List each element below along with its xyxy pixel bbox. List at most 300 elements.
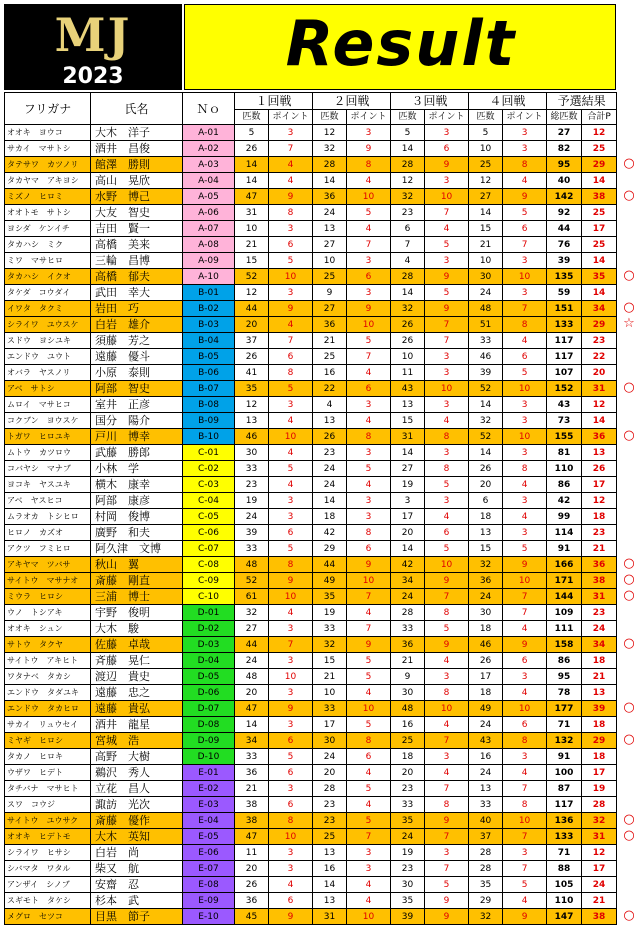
cell-points: 5 [269,253,313,269]
cell-name: 廣野 和夫 [91,525,183,541]
cell-name: 鵜沢 秀人 [91,765,183,781]
cell-games: 41 [235,365,269,381]
cell-no: A-03 [183,157,235,173]
cell-points: 8 [503,317,547,333]
cell-no: B-08 [183,397,235,413]
cell-no: E-07 [183,861,235,877]
cell-games: 14 [391,285,425,301]
cell-games: 24 [313,477,347,493]
table-row [5,141,617,157]
cell-points: 10 [425,189,469,205]
cell-total-games: 95 [547,157,582,173]
col-no: Ｎｏ [183,93,235,125]
cell-games: 23 [391,861,425,877]
cell-points: 5 [425,237,469,253]
table-row [5,205,617,221]
star-mark: ☆ [623,316,635,331]
cell-games: 29 [313,541,347,557]
cell-kana: スギモト タケシ [5,893,91,909]
cell-games: 13 [313,845,347,861]
cell-games: 47 [235,829,269,845]
cell-kana: トガワ ヒロユキ [5,429,91,445]
cell-name: 戸川 博幸 [91,429,183,445]
cell-total-points: 32 [582,813,617,829]
cell-points: 3 [269,861,313,877]
cell-points: 7 [503,861,547,877]
cell-points: 3 [269,717,313,733]
cell-games: 17 [469,669,503,685]
cell-points: 5 [425,621,469,637]
cell-kana: タカハシ イクオ [5,269,91,285]
cell-points: 5 [269,461,313,477]
cell-total-points: 23 [582,605,617,621]
cell-games: 51 [469,317,503,333]
cell-points: 5 [269,381,313,397]
cell-name: 岩田 巧 [91,301,183,317]
cell-total-games: 39 [547,253,582,269]
cell-kana: タテサワ カツノリ [5,157,91,173]
cell-games: 49 [469,701,503,717]
cell-name: 遠藤 優斗 [91,349,183,365]
cell-total-points: 39 [582,701,617,717]
cell-games: 32 [313,141,347,157]
cell-kana: ムラオカ トシヒロ [5,509,91,525]
cell-total-games: 87 [547,781,582,797]
cell-points: 5 [269,749,313,765]
cell-kana: イワタ タクミ [5,301,91,317]
cell-name: 大木 洋子 [91,125,183,141]
cell-points: 9 [425,301,469,317]
cell-total-games: 132 [547,733,582,749]
cell-no: E-10 [183,909,235,925]
cell-games: 5 [391,125,425,141]
cell-games: 34 [391,573,425,589]
cell-points: 7 [503,829,547,845]
cell-no: C-08 [183,557,235,573]
cell-total-games: 86 [547,653,582,669]
cell-total-games: 73 [547,413,582,429]
cell-games: 6 [391,221,425,237]
cell-no: D-10 [183,749,235,765]
cell-games: 24 [469,765,503,781]
cell-games: 52 [235,269,269,285]
cell-total-points: 12 [582,397,617,413]
cell-points: 3 [347,125,391,141]
cell-games: 3 [391,493,425,509]
col-round3: ３回戦 [391,93,469,110]
cell-total-points: 25 [582,237,617,253]
cell-games: 5 [235,125,269,141]
cell-name: 大木 駿 [91,621,183,637]
cell-games: 10 [313,685,347,701]
cell-points: 7 [425,589,469,605]
cell-points: 3 [425,365,469,381]
cell-no: B-07 [183,381,235,397]
table-row [5,749,617,765]
cell-points: 7 [503,237,547,253]
table-row [5,813,617,829]
cell-games: 10 [469,141,503,157]
cell-games: 46 [469,349,503,365]
cell-games: 45 [235,909,269,925]
cell-points: 4 [269,605,313,621]
cell-games: 24 [235,509,269,525]
cell-games: 30 [391,685,425,701]
cell-name: 渡辺 貴史 [91,669,183,685]
circle-mark: ○ [623,300,635,315]
cell-no: B-10 [183,429,235,445]
cell-kana: コバヤシ マナブ [5,461,91,477]
cell-kana: エンドウ タカヒロ [5,701,91,717]
cell-points: 4 [269,317,313,333]
cell-games: 29 [469,893,503,909]
cell-points: 3 [503,845,547,861]
cell-points: 5 [503,877,547,893]
cell-games: 28 [391,269,425,285]
cell-games: 23 [391,205,425,221]
cell-points: 4 [269,413,313,429]
cell-no: E-03 [183,797,235,813]
cell-games: 39 [469,365,503,381]
cell-games: 32 [469,413,503,429]
cell-games: 26 [235,877,269,893]
cell-games: 46 [469,637,503,653]
cell-games: 36 [391,637,425,653]
cell-points: 4 [425,413,469,429]
cell-name: 白岩 雄介 [91,317,183,333]
cell-points: 10 [503,573,547,589]
table-row [5,125,617,141]
cell-points: 9 [503,909,547,925]
cell-no: B-02 [183,301,235,317]
cell-name: 国分 陽介 [91,413,183,429]
cell-games: 4 [391,253,425,269]
table-row [5,413,617,429]
cell-games: 26 [235,141,269,157]
cell-points: 8 [503,733,547,749]
cell-no: A-09 [183,253,235,269]
cell-games: 28 [313,781,347,797]
cell-no: C-03 [183,477,235,493]
cell-points: 3 [269,621,313,637]
cell-points: 6 [425,525,469,541]
cell-total-games: 99 [547,509,582,525]
cell-games: 18 [469,685,503,701]
cell-total-games: 133 [547,829,582,845]
circle-mark: ○ [623,556,635,571]
cell-points: 4 [503,621,547,637]
cell-total-points: 29 [582,733,617,749]
cell-games: 10 [469,253,503,269]
cell-games: 13 [391,397,425,413]
cell-points: 7 [503,781,547,797]
cell-total-games: 111 [547,621,582,637]
cell-games: 10 [313,253,347,269]
cell-total-games: 151 [547,301,582,317]
cell-points: 3 [503,125,547,141]
cell-games: 30 [313,733,347,749]
cell-games: 13 [235,413,269,429]
cell-games: 35 [391,813,425,829]
cell-points: 10 [425,701,469,717]
cell-total-points: 18 [582,749,617,765]
cell-no: C-01 [183,445,235,461]
cell-name: 吉田 賢一 [91,221,183,237]
col-points: ポイント [269,110,313,125]
cell-points: 4 [347,221,391,237]
cell-games: 38 [235,813,269,829]
col-games: 匹数 [469,110,503,125]
table-row [5,669,617,685]
cell-games: 30 [469,269,503,285]
cell-points: 8 [503,797,547,813]
cell-games: 25 [469,157,503,173]
cell-games: 42 [391,557,425,573]
cell-points: 10 [503,429,547,445]
cell-points: 8 [347,429,391,445]
cell-total-points: 14 [582,173,617,189]
cell-games: 47 [235,189,269,205]
cell-points: 5 [347,813,391,829]
cell-games: 52 [469,381,503,397]
cell-total-points: 23 [582,525,617,541]
cell-games: 27 [313,301,347,317]
cell-points: 9 [269,301,313,317]
table-row [5,381,617,397]
cell-games: 6 [469,493,503,509]
circle-mark: ○ [623,572,635,587]
cell-total-points: 20 [582,365,617,381]
cell-name: 宮城 浩 [91,733,183,749]
cell-points: 3 [269,285,313,301]
cell-points: 3 [347,845,391,861]
cell-total-points: 28 [582,797,617,813]
col-points: ポイント [347,110,391,125]
cell-games: 37 [235,333,269,349]
cell-games: 48 [235,557,269,573]
cell-points: 5 [425,541,469,557]
cell-points: 7 [425,333,469,349]
table-row [5,717,617,733]
cell-games: 25 [313,349,347,365]
cell-points: 10 [503,701,547,717]
cell-games: 23 [235,477,269,493]
cell-games: 47 [235,701,269,717]
cell-points: 6 [347,269,391,285]
cell-games: 24 [313,749,347,765]
cell-kana: タカノ ヒロキ [5,749,91,765]
cell-kana: タチバナ マサヒト [5,781,91,797]
circle-mark: ○ [623,732,635,747]
cell-kana: ミヤギ ヒロシ [5,733,91,749]
cell-kana: オオキ ヨウコ [5,125,91,141]
cell-games: 24 [313,205,347,221]
table-row [5,541,617,557]
cell-total-games: 135 [547,269,582,285]
table-row [5,589,617,605]
cell-total-games: 86 [547,477,582,493]
cell-games: 20 [235,317,269,333]
cell-total-games: 40 [547,173,582,189]
cell-name: 宇野 俊明 [91,605,183,621]
cell-kana: ミズノ ヒロミ [5,189,91,205]
cell-points: 3 [503,285,547,301]
cell-points: 3 [425,253,469,269]
cell-no: B-01 [183,285,235,301]
cell-name: 立花 昌人 [91,781,183,797]
col-kana: フリガナ [5,93,91,125]
cell-points: 5 [503,365,547,381]
cell-kana: スドウ ヨシユキ [5,333,91,349]
cell-games: 38 [235,797,269,813]
cell-games: 12 [391,173,425,189]
cell-kana: ムトウ カツロウ [5,445,91,461]
cell-games: 33 [391,621,425,637]
cell-games: 16 [313,365,347,381]
cell-name: 高野 大樹 [91,749,183,765]
cell-kana: ウノ トシアキ [5,605,91,621]
cell-games: 36 [313,317,347,333]
cell-points: 5 [269,541,313,557]
cell-games: 15 [313,653,347,669]
table-row [5,893,617,909]
cell-kana: シライワ ヒサシ [5,845,91,861]
cell-games: 26 [391,317,425,333]
cell-points: 9 [425,909,469,925]
cell-no: A-04 [183,173,235,189]
cell-games: 14 [313,877,347,893]
cell-games: 27 [313,237,347,253]
cell-total-games: 136 [547,813,582,829]
cell-points: 9 [269,573,313,589]
cell-games: 15 [391,413,425,429]
cell-no: D-07 [183,701,235,717]
cell-points: 4 [503,477,547,493]
cell-total-points: 31 [582,381,617,397]
cell-points: 7 [425,829,469,845]
cell-total-games: 110 [547,461,582,477]
cell-games: 11 [235,845,269,861]
cell-games: 20 [469,477,503,493]
cell-games: 35 [391,893,425,909]
cell-points: 7 [425,733,469,749]
cell-games: 46 [235,429,269,445]
cell-points: 3 [425,125,469,141]
cell-total-points: 26 [582,461,617,477]
cell-name: 佐藤 卓哉 [91,637,183,653]
cell-points: 5 [347,781,391,797]
logo [4,4,182,90]
cell-games: 20 [235,861,269,877]
cell-name: 室井 正彦 [91,397,183,413]
cell-points: 6 [347,749,391,765]
cell-total-points: 25 [582,141,617,157]
cell-total-points: 19 [582,781,617,797]
table-row [5,829,617,845]
cell-kana: ヨシダ ケンイチ [5,221,91,237]
cell-no: A-10 [183,269,235,285]
cell-total-points: 24 [582,621,617,637]
cell-games: 28 [313,157,347,173]
cell-total-points: 17 [582,765,617,781]
cell-games: 12 [469,173,503,189]
cell-games: 33 [469,797,503,813]
cell-games: 32 [391,301,425,317]
cell-games: 14 [313,173,347,189]
table-row [5,237,617,253]
cell-total-games: 44 [547,221,582,237]
cell-games: 32 [235,605,269,621]
cell-games: 31 [391,429,425,445]
cell-games: 21 [235,781,269,797]
cell-name: 斎藤 剛直 [91,573,183,589]
cell-total-games: 110 [547,893,582,909]
cell-games: 13 [313,221,347,237]
cell-total-points: 35 [582,269,617,285]
cell-games: 24 [391,829,425,845]
cell-total-points: 36 [582,429,617,445]
cell-games: 26 [235,349,269,365]
cell-games: 26 [313,429,347,445]
cell-games: 52 [469,429,503,445]
cell-points: 4 [347,877,391,893]
cell-kana: エンドウ タダユキ [5,685,91,701]
cell-points: 9 [269,701,313,717]
cell-points: 10 [269,829,313,845]
cell-points: 3 [347,397,391,413]
cell-games: 48 [469,301,503,317]
cell-name: 三浦 博士 [91,589,183,605]
cell-no: C-02 [183,461,235,477]
cell-total-points: 36 [582,557,617,573]
cell-name: 阿部 康彦 [91,493,183,509]
cell-games: 19 [391,845,425,861]
cell-total-points: 13 [582,685,617,701]
cell-total-points: 25 [582,205,617,221]
col-round2: ２回戦 [313,93,391,110]
cell-no: A-06 [183,205,235,221]
cell-total-games: 43 [547,397,582,413]
cell-kana: サトウ タクヤ [5,637,91,653]
cell-points: 3 [425,749,469,765]
table-body [5,125,617,925]
cell-points: 5 [503,541,547,557]
cell-games: 33 [469,333,503,349]
cell-games: 42 [313,525,347,541]
cell-points: 6 [269,237,313,253]
cell-no: E-04 [183,813,235,829]
cell-games: 26 [469,653,503,669]
cell-total-games: 152 [547,381,582,397]
table-row [5,301,617,317]
cell-games: 36 [235,893,269,909]
cell-points: 4 [347,605,391,621]
cell-games: 18 [469,509,503,525]
cell-points: 10 [503,269,547,285]
cell-points: 7 [503,605,547,621]
cell-games: 18 [391,749,425,765]
cell-name: 高橋 美来 [91,237,183,253]
cell-no: A-05 [183,189,235,205]
cell-points: 4 [347,893,391,909]
cell-total-games: 78 [547,685,582,701]
cell-points: 7 [425,317,469,333]
table-row [5,653,617,669]
cell-points: 8 [503,157,547,173]
cell-name: 安齋 忍 [91,877,183,893]
cell-total-points: 17 [582,221,617,237]
cell-points: 9 [503,637,547,653]
